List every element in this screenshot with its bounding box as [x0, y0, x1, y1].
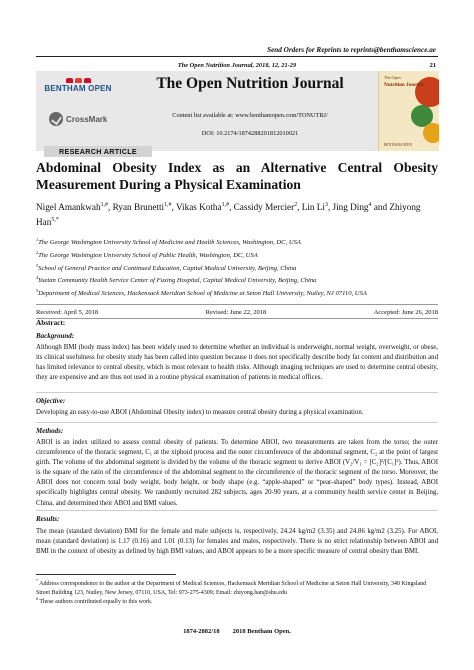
author-list: Nigel Amankwah$^{1,\#}$, Ryan Brunetti$^{1,\#}$, Vikas Kotha$^{1,\#}$, Cassidy Mercier$^2$, Lin Li$^3$, Jing Ding$^4$ and Zhiyong Han$^{5,*}$ — [36, 202, 421, 227]
affiliation-number: 2 — [36, 249, 39, 255]
footnote-correspondence — [36, 577, 438, 597]
journal-title: The Open Nutrition Journal — [156, 75, 344, 92]
affiliation-text: The George Washington University School of Public Health, Washington, DC, USA — [38, 251, 258, 259]
page-footer: 1874-2882/18 2018 Bentham Open. — [183, 628, 291, 635]
cover-text-bottom: BENTHAM OPEN — [384, 143, 413, 147]
footnote-text: Address correspondence to the author at the Department of Medical Sciences, Hackensack Meridian School of Medicine at Seton Hall University, 340 Kingsland Street Building 123, Nutley, New Jersey, 07110, USA, Tel: 973-275-4309; Email: zhiyong.han@shu.edu — [36, 581, 427, 596]
article-type-badge: RESEARCH ARTICLE — [44, 146, 152, 157]
top-divider — [36, 56, 438, 57]
affiliation-number: 3 — [36, 262, 39, 268]
cover-decoration-orange — [423, 123, 439, 143]
received-date: Received: April 5, 2018 — [36, 309, 99, 316]
footnote-divider — [36, 574, 176, 575]
crossmark-label: CrossMark — [66, 114, 108, 124]
dates-bottom-divider — [36, 318, 438, 319]
author-affiliation-mark: 1,# — [164, 202, 172, 208]
author-name[interactable] — [302, 202, 328, 212]
background-heading: Background: — [36, 332, 75, 340]
bentham-logo-icon — [42, 78, 114, 83]
objective-text: Developing an easy-to-use ABOI (Abdominal Obesity index) to measure central obesity during a physical examination. — [36, 409, 364, 416]
author-name-text: Lin Li — [301, 202, 325, 213]
bentham-open-logo — [42, 78, 114, 93]
author-name-text: Ryan Brunetti — [112, 202, 165, 213]
affiliation-number: 4 — [36, 275, 39, 281]
author-affiliation-mark: 4 — [368, 202, 372, 208]
author-name-text: Nigel Amankwah — [36, 202, 101, 213]
article-title: Abdominal Obesity Index as an Alternative Central Obesity Measurement During a Physical Examination — [36, 160, 438, 192]
affiliation-item — [36, 273, 438, 286]
objective-heading: Objective: — [36, 397, 66, 405]
section-divider — [36, 422, 438, 423]
accepted-date: Accepted: June 26, 2018 — [373, 309, 438, 316]
affiliation-text: Yuetan Community Health Service Center of Fuxing Hospital, Capital Medical University, Beijing, China — [38, 277, 317, 285]
section-divider — [36, 510, 438, 511]
author-name-text: Jing Ding — [332, 202, 369, 213]
footnote-equal-contribution — [36, 595, 438, 607]
footnote-mark: * — [36, 579, 38, 583]
footnote-mark: # — [36, 597, 38, 601]
author-name-text: Vikas Kotha — [175, 202, 222, 213]
methods-heading: Methods: — [36, 427, 64, 435]
abstract-label: Abstract: — [36, 319, 66, 327]
crossmark-icon — [49, 112, 63, 126]
footnote-text: These authors contributed equally to this work. — [39, 599, 153, 605]
journal-cover-image — [378, 71, 439, 151]
section-divider — [36, 392, 438, 393]
cover-text-top: The Open — [384, 75, 401, 80]
article-dates — [36, 309, 438, 316]
author-name[interactable] — [234, 202, 297, 212]
page-number: 21 — [429, 62, 436, 69]
background-text: Although BMI (body mass index) has been widely used to determine whether an individual is underweight, normal weight, overweight, or obese, its clinical usefulness for obesity study has been called into question because it does not specifically describe body fat content and distribution and has limited relevance to central obesity, which is most relevant to health risks. Although imaging techniques are used to determine central obesity, they are expensive and are thus not used in a routine physical examination of patients in medical offices. — [36, 344, 438, 382]
methods-text: ABOI is an index utilized to assess central obesity of patients. To determine ABOI, two measurements are taken from the torso; the outer circumference of the thoracic segment, C₁ at the xiphoid process and the outer circumference of the abdominal segment, C₂ at the point of largest girth. The volume of the abdominal segment is divided by the volume of the thoracic segment to derive ABOI (V₂/V₁ = [C₂]²/[C₁]²). Thus, ABOI is the square of the ratio of the circumference of the abdominal segment to the circumference of the thoracic segment of the torso. Moreover, the ABOI does not concern total body weight, body height, or body shape (e.g. “apple-shaped” or “pear-shaped” body types). Instead, ABOI specifically highlights central obesity. We randomly recruited 282 subjects, ages 20-90 years, at a community health service center in Beijing, China, and determined their ABOI and BMI values. — [36, 439, 438, 507]
affiliation-item — [36, 248, 438, 261]
author-affiliation-mark: 1,# — [221, 202, 230, 208]
revised-date: Revised: June 22, 2018 — [205, 309, 267, 316]
affiliation-item — [36, 286, 438, 299]
crossmark-logo[interactable] — [49, 111, 119, 127]
affiliation-item — [36, 235, 438, 248]
results-heading: Results: — [36, 515, 60, 523]
author-affiliation-mark: 1,# — [100, 202, 109, 208]
affiliation-list — [36, 235, 438, 299]
content-list-link[interactable]: Content list available at: www.benthamopen.com/TONUTRJ/ — [172, 112, 328, 119]
running-head: The Open Nutrition Journal, 2018, 12, 21-29 — [177, 62, 297, 69]
author-name-text: Zhiyong Han — [36, 202, 421, 227]
dates-top-divider — [36, 304, 438, 305]
author-name[interactable] — [113, 202, 172, 212]
affiliation-number: 1 — [36, 237, 39, 242]
author-affiliation-mark: 5,* — [51, 216, 59, 223]
author-name[interactable] — [36, 202, 108, 212]
affiliation-item — [36, 261, 438, 274]
doi-link[interactable]: DOI: 10.2174/1874288201812010021 — [201, 130, 299, 137]
bentham-logo-text: BENTHAM OPEN — [44, 84, 112, 93]
cover-text-title: Nutrition Journal — [384, 82, 424, 88]
author-name[interactable] — [333, 202, 372, 212]
affiliation-text: Department of Medical Sciences, Hackensack Meridian School of Medicine at Seton Hall University, Nutley, NJ 07110, USA — [38, 290, 367, 298]
affiliation-text: The George Washington University School of Medicine and Health Sciences, Washington, DC, USA — [38, 239, 301, 247]
author-affiliation-mark: 3 — [324, 202, 328, 208]
reprints-note: Send Orders for Reprints to reprints@benthamscience.ae — [267, 46, 436, 54]
affiliation-text: School of General Practice and Continued Education, Capital Medical University, Beijing, China — [38, 264, 297, 272]
results-text: The mean (standard deviation) BMI for the female and male subjects is, respectively, 24.24 kg/m2 (3.35) and 24.86 kg/m2 (3.25). For ABOI, mean (standard deviation) is 1.17 (0.16) and 1.01 (0.13) for females and males, respectively. There is no strict relationship between ABOI and BMI in the context of obesity as defined by high BMI values, and ABOI appears to be a more specific measure of central obesity than BMI. — [36, 528, 438, 556]
author-name[interactable] — [176, 202, 229, 212]
author-name-text: Cassidy Mercier — [233, 202, 295, 213]
author-affiliation-mark: 2 — [294, 202, 298, 208]
affiliation-number: 5 — [36, 288, 39, 294]
